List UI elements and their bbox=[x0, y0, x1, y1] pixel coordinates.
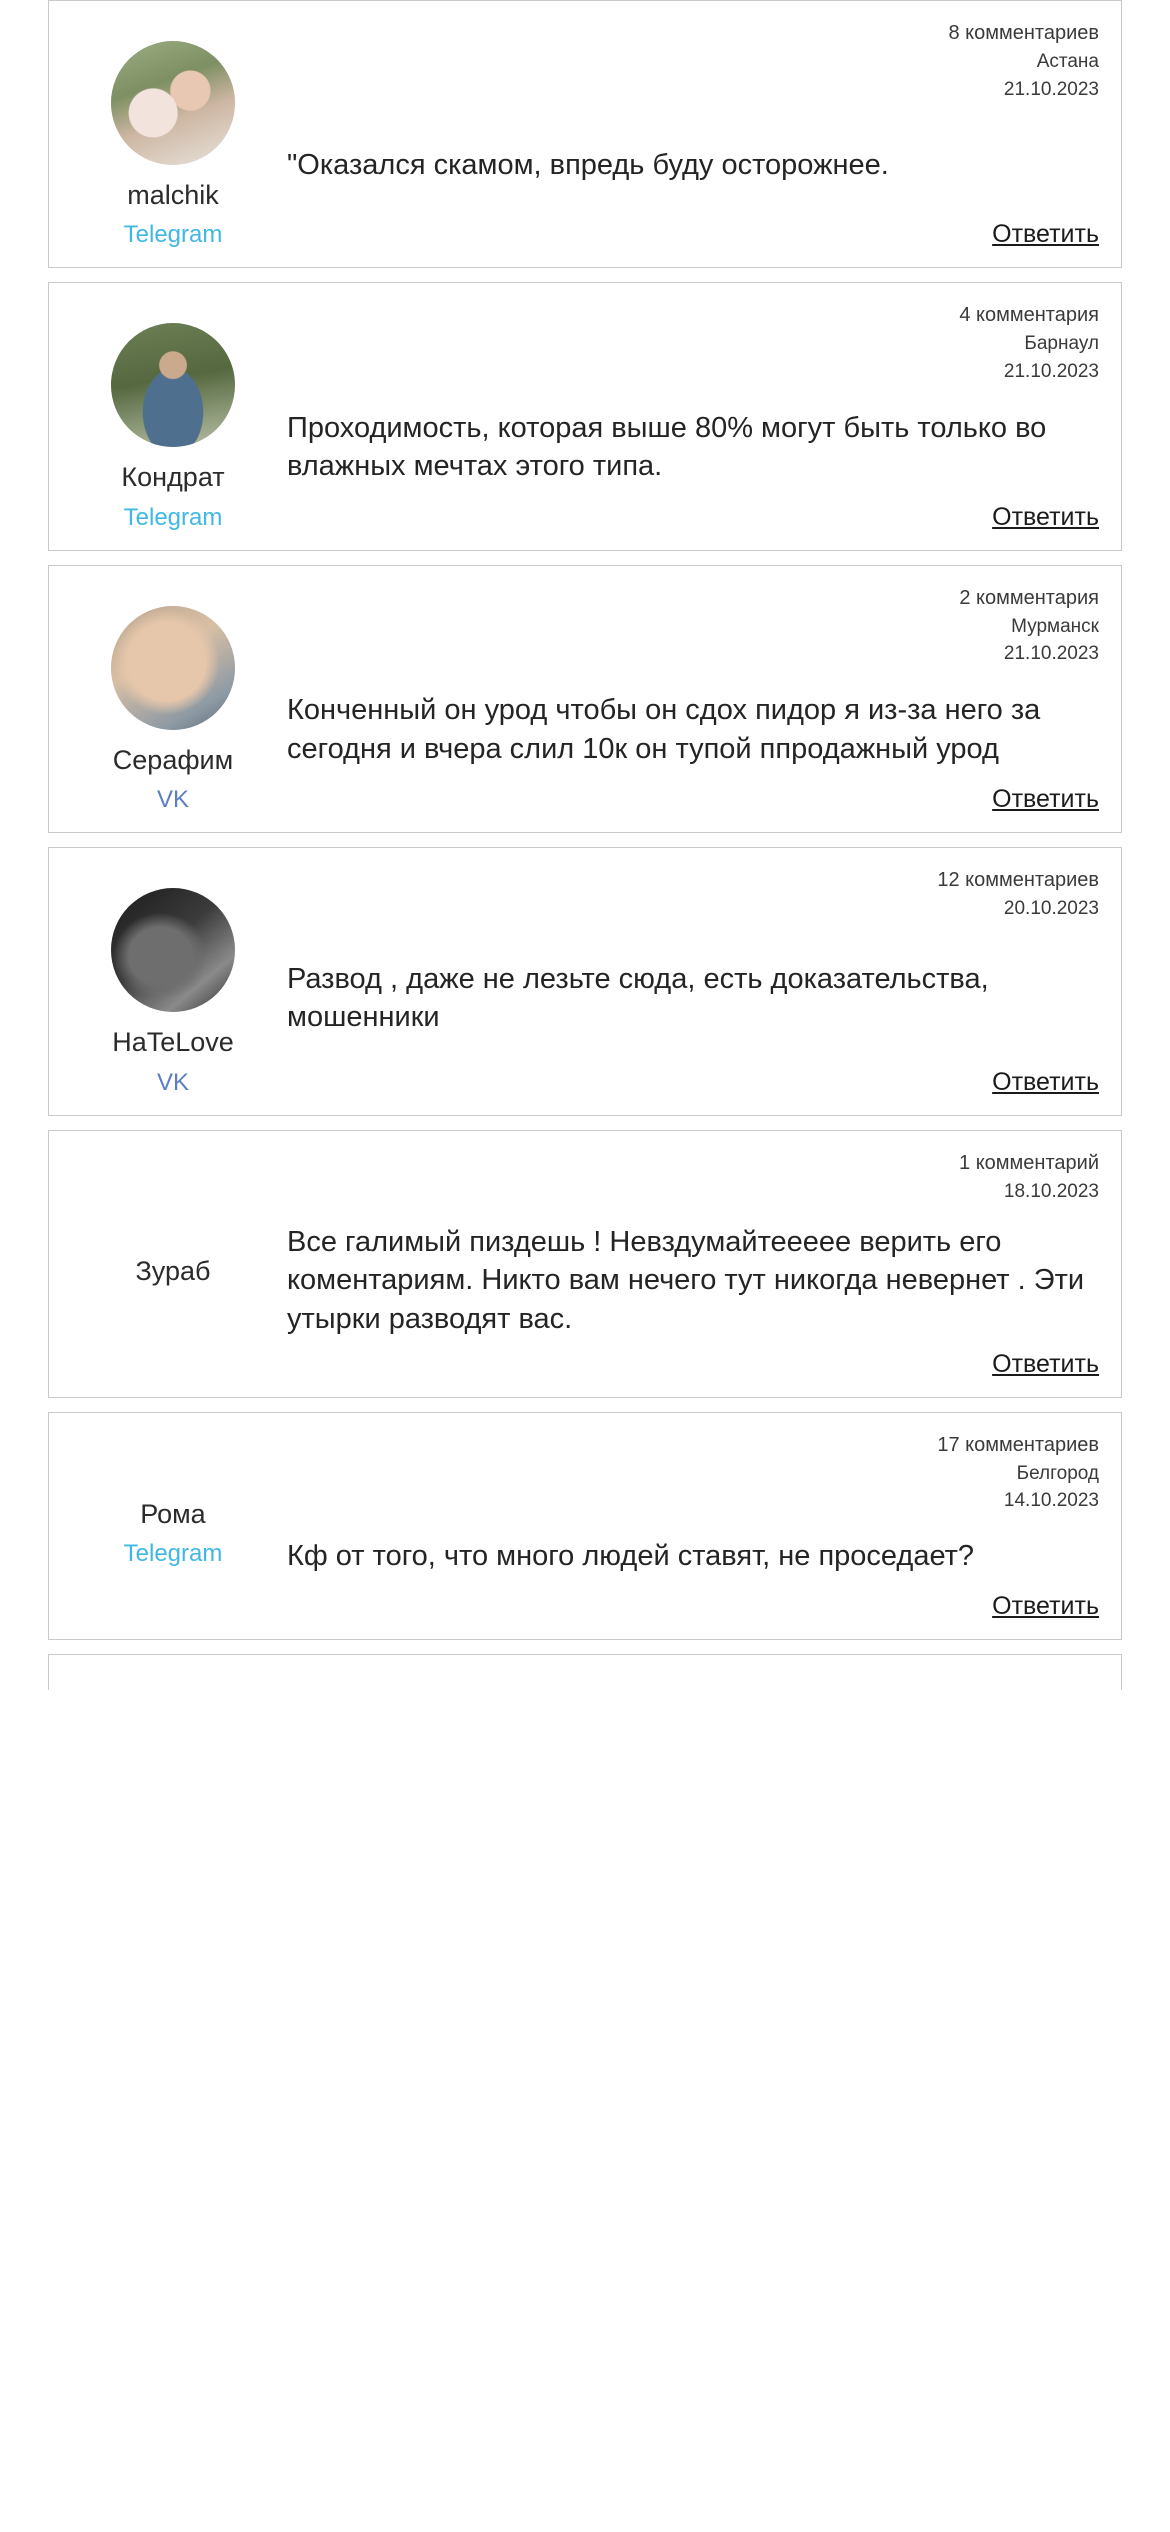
author-source[interactable]: VK bbox=[156, 1068, 189, 1096]
reply-row bbox=[287, 1350, 1099, 1379]
reply-button[interactable]: Ответить bbox=[992, 502, 1099, 531]
comment-count[interactable]: 1 комментарий bbox=[959, 1151, 1099, 1174]
comment-meta bbox=[287, 584, 1099, 668]
reply-row bbox=[287, 1592, 1099, 1621]
avatar bbox=[111, 323, 235, 447]
reply-button[interactable]: Ответить bbox=[992, 220, 1099, 249]
reply-row bbox=[287, 1068, 1099, 1097]
comment-author-column bbox=[67, 19, 279, 249]
comment-city: Барнаул bbox=[1024, 333, 1099, 355]
comment-date: 21.10.2023 bbox=[1003, 360, 1099, 382]
reply-button[interactable]: Ответить bbox=[992, 1067, 1099, 1096]
comment-date: 14.10.2023 bbox=[1003, 1490, 1099, 1512]
comment-date: 18.10.2023 bbox=[1003, 1180, 1099, 1202]
author-name: Серафим bbox=[112, 744, 234, 775]
reply-button[interactable]: Ответить bbox=[992, 1591, 1099, 1620]
comment-author-column bbox=[67, 866, 279, 1096]
comment-card bbox=[48, 565, 1122, 833]
comment-body bbox=[279, 19, 1099, 249]
avatar bbox=[111, 606, 235, 730]
reply-button[interactable]: Ответить bbox=[992, 1349, 1099, 1378]
comment-meta bbox=[287, 301, 1099, 385]
comment-city: Мурманск bbox=[1011, 615, 1099, 637]
comment-count[interactable]: 2 комментария bbox=[959, 586, 1099, 609]
avatar bbox=[111, 41, 235, 165]
comment-city: Белгород bbox=[1016, 1462, 1099, 1484]
author-source[interactable]: Telegram bbox=[123, 221, 223, 249]
comment-body bbox=[279, 866, 1099, 1096]
comment-date: 21.10.2023 bbox=[1003, 643, 1099, 665]
comment-body bbox=[279, 584, 1099, 814]
comment-date: 20.10.2023 bbox=[1003, 898, 1099, 920]
comment-card-partial bbox=[48, 1654, 1122, 1690]
reply-row bbox=[287, 220, 1099, 249]
comment-body bbox=[279, 301, 1099, 531]
comment-count[interactable]: 4 комментария bbox=[959, 304, 1099, 327]
comment-text: Все галимый пиздешь ! Невздумайтеееее верить его коментариям. Никто вам нечего тут никогда невернет . Эти утырки разводят вас. bbox=[287, 1226, 1085, 1335]
author-name: Зураб bbox=[135, 1255, 211, 1286]
comment-meta bbox=[287, 19, 1099, 103]
comment-meta bbox=[287, 1431, 1099, 1515]
comment-text: Конченный он урод чтобы он сдох пидор я из-за него за сегодня и вчера слил 10к он тупой ппродажный урод bbox=[287, 694, 1041, 765]
comment-card bbox=[48, 1412, 1122, 1640]
comment-meta bbox=[287, 1149, 1099, 1206]
author-name: Кондрат bbox=[121, 462, 225, 493]
comment-author-column bbox=[67, 1431, 279, 1621]
reply-row bbox=[287, 503, 1099, 532]
author-source[interactable]: VK bbox=[156, 786, 189, 814]
comment-card bbox=[48, 847, 1122, 1115]
comment-body bbox=[279, 1149, 1099, 1379]
author-source[interactable]: Telegram bbox=[123, 503, 223, 531]
comment-meta bbox=[287, 866, 1099, 923]
comment-text: "Оказался скамом, впредь буду осторожнее. bbox=[287, 148, 889, 181]
comment-body bbox=[279, 1431, 1099, 1621]
comment-city: Астана bbox=[1036, 51, 1099, 72]
reply-button[interactable]: Ответить bbox=[992, 785, 1099, 814]
comment-author-column bbox=[67, 1149, 279, 1379]
comment-text: Развод , даже не лезьте сюда, есть доказательства, мошенники bbox=[287, 962, 989, 1034]
reply-row bbox=[287, 785, 1099, 814]
comment-count[interactable]: 17 комментариев bbox=[937, 1433, 1099, 1456]
comment-card bbox=[48, 282, 1122, 550]
author-source[interactable]: Telegram bbox=[123, 1540, 223, 1568]
author-name: Рома bbox=[140, 1498, 206, 1529]
author-name: malchik bbox=[127, 180, 219, 210]
author-name: HaTeLove bbox=[112, 1027, 234, 1058]
comment-card bbox=[48, 1130, 1122, 1398]
comment-author-column bbox=[67, 301, 279, 531]
comment-text: Проходимость, которая выше 80% могут быть только во влажных мечтах этого типа. bbox=[287, 411, 1047, 483]
avatar bbox=[111, 888, 235, 1012]
comment-text: Кф от того, что много людей ставят, не проседает? bbox=[287, 1540, 975, 1573]
comment-card bbox=[48, 0, 1122, 268]
comment-count[interactable]: 12 комментариев bbox=[937, 869, 1099, 892]
comment-count[interactable]: 8 комментариев bbox=[948, 22, 1099, 44]
comment-author-column bbox=[67, 584, 279, 814]
comment-date: 21.10.2023 bbox=[1003, 78, 1099, 100]
